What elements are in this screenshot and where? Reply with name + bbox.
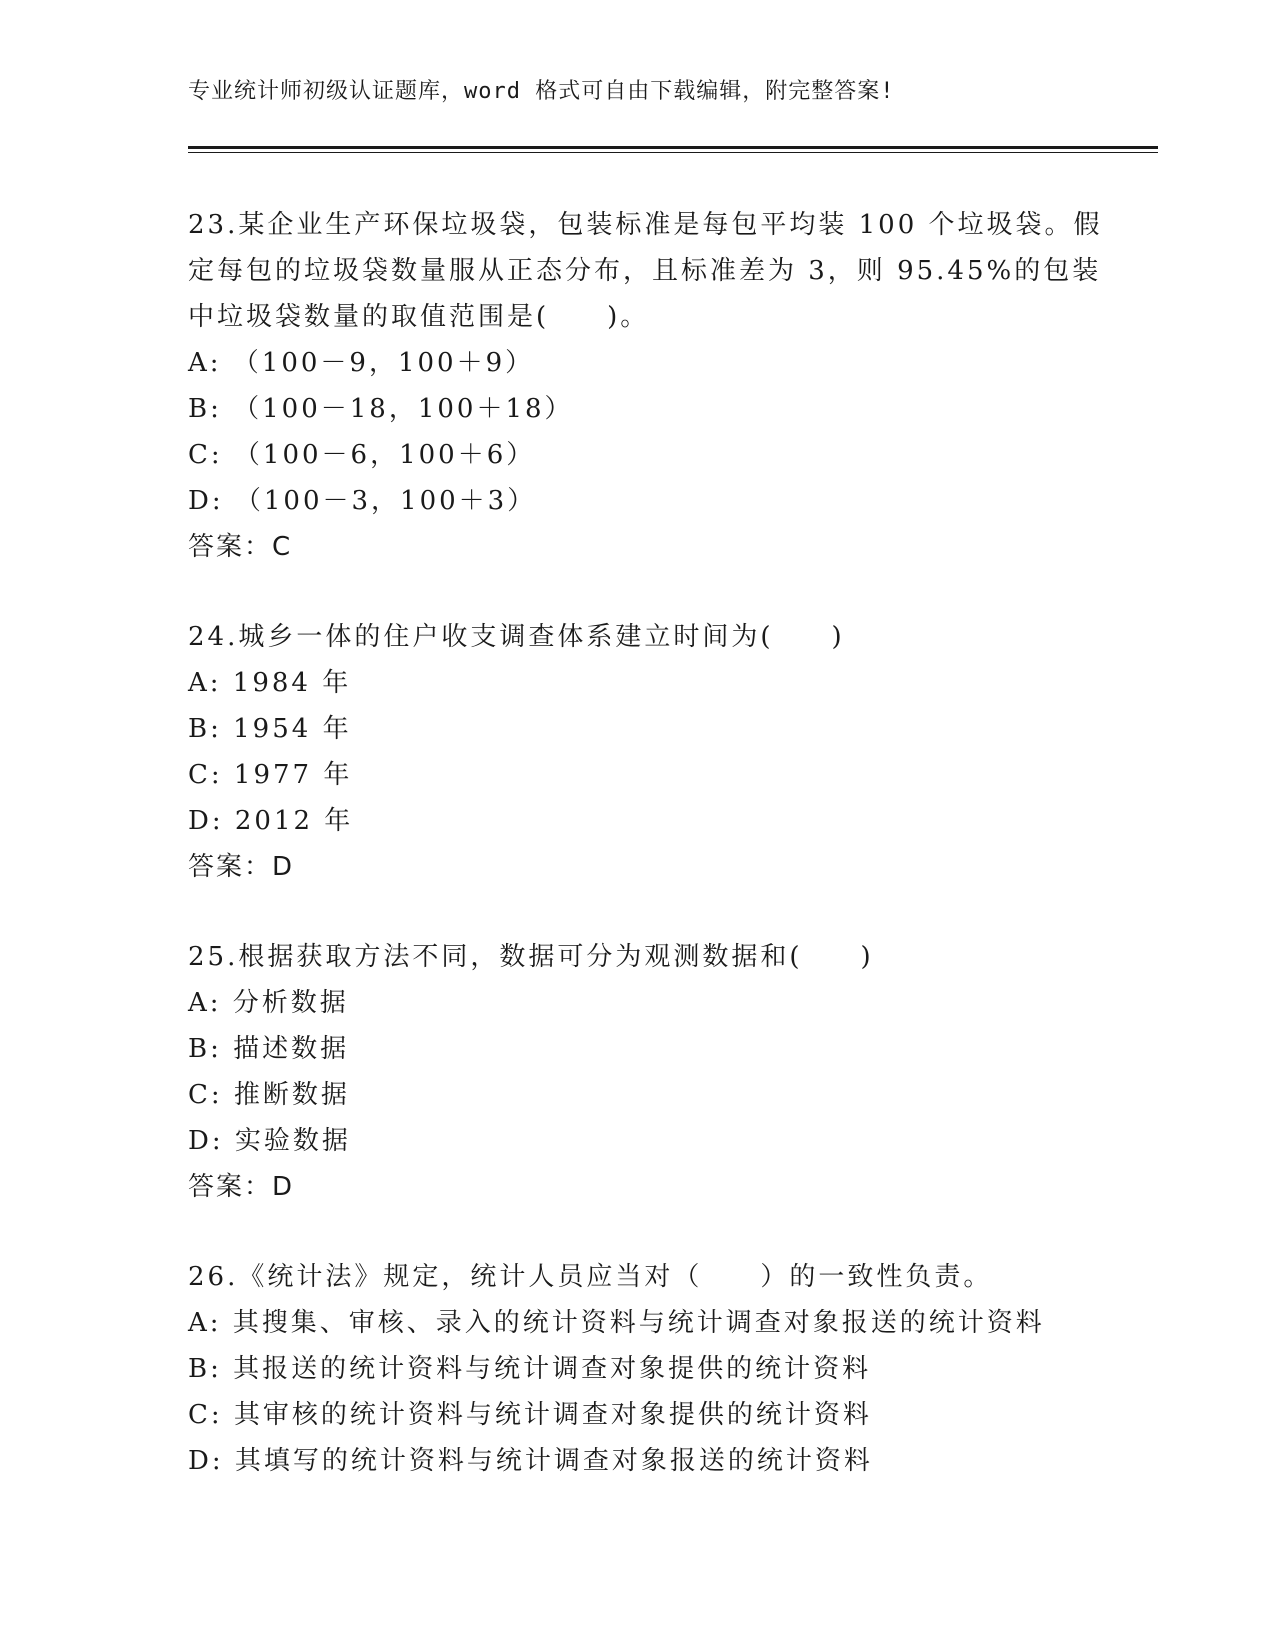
option-c: C: 1977 年 — [188, 760, 353, 790]
option-d: D: （100－3，100＋3） — [188, 486, 537, 516]
option-a: A: 其搜集、审核、录入的统计资料与统计调查对象报送的统计资料 — [188, 1308, 1045, 1338]
option-b: B: 1954 年 — [188, 714, 352, 744]
option-b: B: 其报送的统计资料与统计调查对象提供的统计资料 — [188, 1354, 872, 1384]
option-a: A: 1984 年 — [188, 668, 352, 698]
option-a: A: 分析数据 — [188, 988, 349, 1018]
question-26 — [188, 1254, 1088, 1484]
option-c: C: （100－6，100＋6） — [188, 440, 536, 470]
answer: 答案：C — [188, 532, 293, 562]
option-c: C: 推断数据 — [188, 1080, 350, 1110]
question-stem-line: 定每包的垃圾袋数量服从正态分布，且标准差为 3，则 95.45%的包装 — [188, 256, 1102, 286]
question-stem-line: 24.城乡一体的住户收支调查体系建立时间为( ) — [188, 622, 845, 652]
question-list — [188, 202, 1103, 1528]
question-stem-line: 26.《统计法》规定，统计人员应当对（ ）的一致性负责。 — [188, 1262, 993, 1292]
option-b: B: （100－18，100＋18） — [188, 394, 574, 424]
question-stem-line: 中垃圾袋数量的取值范围是( )。 — [188, 302, 650, 332]
question-25 — [188, 934, 1088, 1210]
question-24 — [188, 614, 1088, 890]
header-divider-thin — [188, 152, 1158, 153]
page-header: 专业统计师初级认证题库，word 格式可自由下载编辑，附完整答案! — [188, 79, 895, 104]
answer: 答案：D — [188, 852, 295, 882]
option-a: A: （100－9，100＋9） — [188, 348, 535, 378]
question-stem-line: 23.某企业生产环保垃圾袋，包装标准是每包平均装 100 个垃圾袋。假 — [188, 210, 1103, 240]
option-b: B: 描述数据 — [188, 1034, 350, 1064]
answer: 答案：D — [188, 1172, 295, 1202]
option-c: C: 其审核的统计资料与统计调查对象提供的统计资料 — [188, 1400, 872, 1430]
option-d: D: 实验数据 — [188, 1126, 351, 1156]
option-d: D: 2012 年 — [188, 806, 354, 836]
header-divider-thick — [188, 146, 1158, 149]
question-stem-line: 25.根据获取方法不同，数据可分为观测数据和( ) — [188, 942, 874, 972]
question-23 — [188, 202, 1103, 570]
option-d: D: 其填写的统计资料与统计调查对象报送的统计资料 — [188, 1446, 873, 1476]
